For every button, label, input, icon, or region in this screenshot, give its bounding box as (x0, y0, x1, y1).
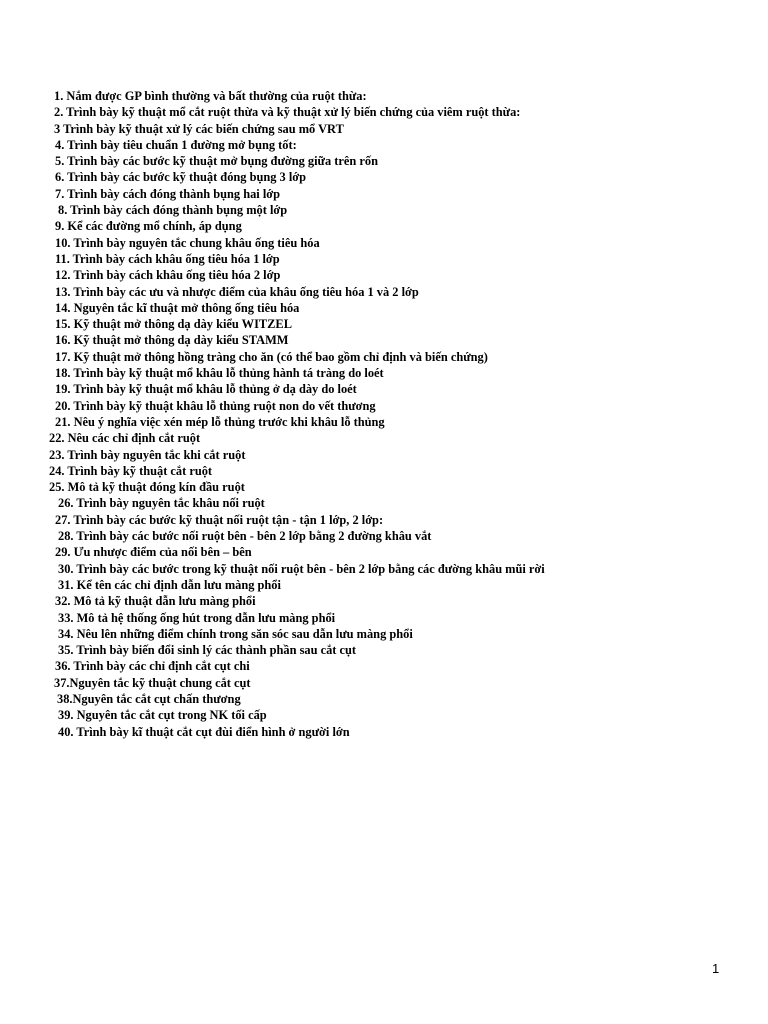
question-item: 17. Kỹ thuật mở thông hồng tràng cho ăn (có thể bao gồm chỉ định và biến chứng) (55, 349, 488, 364)
question-item: 11. Trình bày cách khâu ống tiêu hóa 1 lớp (55, 251, 280, 266)
question-item: 4. Trình bày tiêu chuẩn 1 đường mở bụng tốt: (55, 137, 297, 152)
question-item: 32. Mô tả kỹ thuật dẫn lưu màng phổi (55, 594, 256, 609)
question-item: 40. Trình bày kĩ thuật cắt cụt đùi điển hình ở người lớn (58, 724, 350, 739)
question-item: 39. Nguyên tắc cắt cụt trong NK tối cấp (58, 708, 267, 723)
question-item: 37.Nguyên tắc kỹ thuật chung cắt cụt (54, 675, 251, 690)
question-item: 35. Trình bày biến đổi sinh lý các thành phần sau cắt cụt (58, 643, 357, 658)
question-item: 2. Trình bày kỹ thuật mổ cắt ruột thừa và kỹ thuật xử lý biến chứng của viêm ruột thừa: (54, 105, 521, 120)
question-item: 23. Trình bày nguyên tắc khi cắt ruột (49, 447, 246, 462)
question-item: 7. Trình bày cách đóng thành bụng hai lớp (55, 186, 281, 201)
question-item: 1. Nắm được GP bình thường và bất thường của ruột thừa: (54, 89, 367, 103)
question-item: 28. Trình bày các bước nối ruột bên - bên 2 lớp bằng 2 đường khâu vắt (58, 529, 432, 544)
question-item: 31. Kể tên các chỉ định dẫn lưu màng phổi (58, 577, 281, 592)
question-item: 3 Trình bày kỹ thuật xử lý các biến chứng sau mổ VRT (54, 121, 344, 136)
question-list (0, 88, 768, 740)
question-item: 26. Trình bày nguyên tắc khâu nối ruột (58, 496, 265, 511)
question-item: 34. Nêu lên những điểm chính trong săn sóc sau dẫn lưu màng phổi (58, 626, 413, 641)
question-item: 16. Kỹ thuật mở thông dạ dày kiểu STAMM (55, 333, 289, 348)
question-item: 21. Nêu ý nghĩa việc xén mép lỗ thủng trước khi khâu lỗ thủng (55, 414, 385, 429)
question-item: 22. Nêu các chỉ định cắt ruột (49, 431, 201, 446)
question-item: 10. Trình bày nguyên tắc chung khâu ống tiêu hóa (55, 235, 320, 250)
question-item: 29. Ưu nhược điểm của nối bên – bên (55, 545, 252, 560)
question-item: 36. Trình bày các chỉ định cắt cụt chi (55, 659, 250, 674)
question-item: 27. Trình bày các bước kỹ thuật nối ruột tận - tận 1 lớp, 2 lớp: (55, 512, 384, 527)
question-item: 25. Mô tả kỹ thuật đóng kín đầu ruột (49, 480, 245, 495)
question-item: 12. Trình bày cách khâu ống tiêu hóa 2 lớp (55, 268, 281, 283)
question-item: 19. Trình bày kỹ thuật mổ khâu lỗ thủng ở dạ dày do loét (55, 382, 357, 397)
question-item: 15. Kỹ thuật mở thông dạ dày kiểu WITZEL (55, 317, 292, 332)
question-item: 14. Nguyên tắc kĩ thuật mở thông ống tiêu hóa (55, 300, 300, 315)
question-item: 24. Trình bày kỹ thuật cắt ruột (49, 463, 213, 478)
question-item: 30. Trình bày các bước trong kỹ thuật nối ruột bên - bên 2 lớp bằng các đường khâu mũi rời (58, 561, 545, 576)
question-item: 6. Trình bày các bước kỹ thuật đóng bụng 3 lớp (55, 170, 307, 185)
question-item: 9. Kể các đường mổ chính, áp dụng (55, 219, 242, 234)
question-item: 38.Nguyên tắc cắt cụt chấn thương (57, 691, 241, 706)
page-number: 1 (712, 961, 720, 976)
question-item: 5. Trình bày các bước kỹ thuật mở bụng đường giữa trên rốn (55, 154, 378, 169)
question-item: 8. Trình bày cách đóng thành bụng một lớp (58, 203, 288, 218)
question-item: 13. Trình bày các ưu và nhược điểm của khâu ống tiêu hóa 1 và 2 lớp (55, 284, 419, 299)
question-item: 20. Trình bày kỹ thuật khâu lỗ thủng ruột non do vết thương (55, 398, 376, 413)
question-item: 33. Mô tả hệ thống ống hút trong dẫn lưu màng phổi (58, 610, 336, 625)
question-item: 18. Trình bày kỹ thuật mổ khâu lỗ thủng hành tá tràng do loét (55, 366, 384, 381)
